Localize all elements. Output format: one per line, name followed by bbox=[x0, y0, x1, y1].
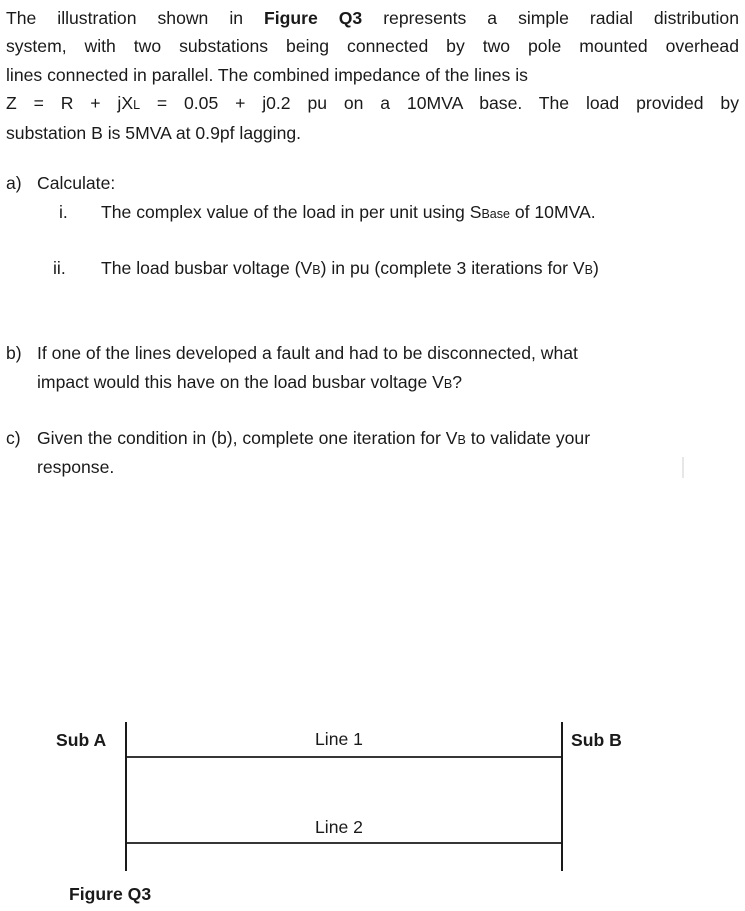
part-a-item-i-text: The complex value of the load in per unit using SBase of 10MVA. bbox=[101, 202, 596, 222]
part-b-label: b) bbox=[6, 343, 22, 363]
part-c-label: c) bbox=[6, 428, 21, 448]
part-a-label: a) bbox=[6, 173, 22, 193]
part-a-text: Calculate: bbox=[37, 173, 116, 193]
part-a-item-ii-text: The load busbar voltage (VB) in pu (complete 3 iterations for VB) bbox=[101, 258, 599, 278]
line-1-label: Line 1 bbox=[315, 729, 363, 749]
part-a-item-i-number: i. bbox=[59, 202, 68, 222]
intro-line-4: Z = R + jXL = 0.05 + j0.2 pu on a 10MVA base. The load provided by bbox=[6, 92, 739, 113]
part-b-line-2: impact would this have on the load busbar voltage VB? bbox=[37, 372, 463, 392]
sub-a-label: Sub A bbox=[56, 730, 107, 750]
intro-line-5: substation B is 5MVA at 0.9pf lagging. bbox=[6, 123, 302, 144]
part-c-line-2: response. bbox=[37, 457, 115, 477]
part-b-line-1: If one of the lines developed a fault and had to be disconnected, what bbox=[37, 343, 578, 363]
part-a-item-ii-number: ii. bbox=[53, 258, 66, 278]
intro-line-1: The illustration shown in Figure Q3 represents a simple radial distribution bbox=[6, 8, 739, 28]
part-c-line-1: Given the condition in (b), complete one iteration for VB to validate your bbox=[37, 428, 591, 448]
sub-b-label: Sub B bbox=[571, 730, 622, 750]
figure-reference: Figure Q3 bbox=[264, 8, 363, 28]
figure-caption: Figure Q3 bbox=[69, 884, 152, 904]
intro-line-3: lines connected in parallel. The combined impedance of the lines is bbox=[6, 64, 528, 85]
line-2-label: Line 2 bbox=[315, 817, 363, 837]
intro-line-2: system, with two substations being connected by two pole mounted overhead bbox=[6, 36, 739, 57]
